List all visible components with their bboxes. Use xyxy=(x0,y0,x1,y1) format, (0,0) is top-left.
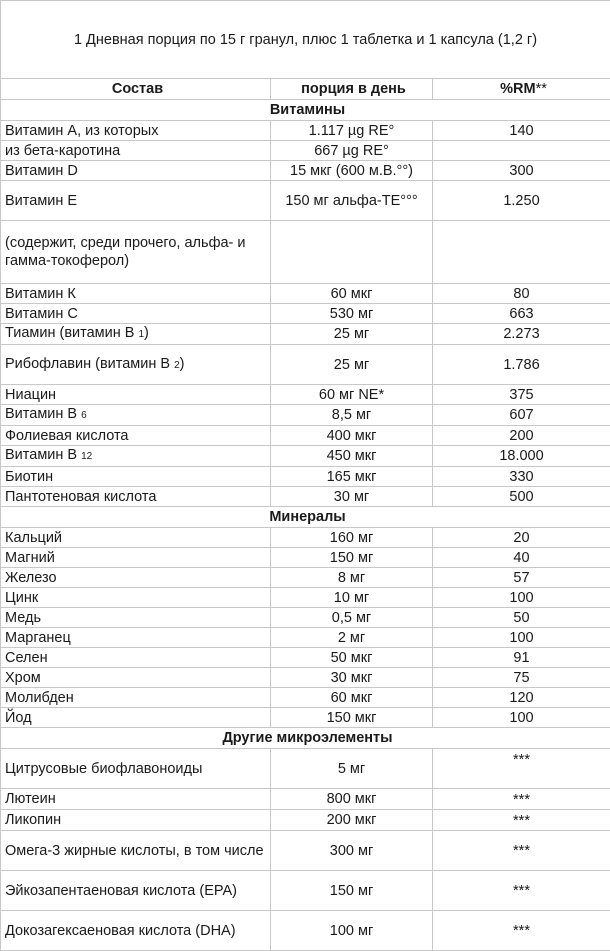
nutrient-name: Докозагексаеновая кислота (DHA) xyxy=(1,911,271,951)
nutrient-name: Омега-3 жирные кислоты, в том числе xyxy=(1,831,271,871)
nutrient-name: Марганец xyxy=(1,628,271,648)
nutrient-dose: 60 мкг xyxy=(271,284,433,304)
table-row xyxy=(1,708,610,728)
nutrient-dose: 160 мг xyxy=(271,528,433,548)
header-row xyxy=(1,79,610,100)
table-row xyxy=(1,749,610,789)
table-row xyxy=(1,385,610,405)
nutrient-name: Пантотеновая кислота xyxy=(1,487,271,507)
header-rm: %RM** xyxy=(433,79,610,100)
nutrient-rm: 57 xyxy=(433,568,610,588)
nutrient-dose: 100 мг xyxy=(271,911,433,951)
nutrient-dose: 400 мкг xyxy=(271,426,433,446)
nutrient-rm: 1.786 xyxy=(433,345,610,385)
nutrient-rm: 100 xyxy=(433,588,610,608)
table-row xyxy=(1,608,610,628)
nutrient-name: Витамин А, из которых xyxy=(1,121,271,141)
nutrient-dose: 15 мкг (600 м.В.°°) xyxy=(271,161,433,181)
nutrient-name: Кальций xyxy=(1,528,271,548)
table-row xyxy=(1,324,610,345)
table-row xyxy=(1,810,610,831)
table-row xyxy=(1,467,610,487)
nutrient-rm: 120 xyxy=(433,688,610,708)
table-row xyxy=(1,648,610,668)
nutrient-dose: 530 мг xyxy=(271,304,433,324)
section-title-vitamins: Витамины xyxy=(1,100,610,121)
nutrient-rm: *** xyxy=(433,749,610,789)
table-row xyxy=(1,446,610,467)
nutrient-dose: 5 мг xyxy=(271,749,433,789)
table-row xyxy=(1,668,610,688)
nutrient-dose: 450 мкг xyxy=(271,446,433,467)
nutrient-name: Медь xyxy=(1,608,271,628)
nutrient-dose: 1.117 µg RE° xyxy=(271,121,433,141)
nutrient-rm: 607 xyxy=(433,405,610,426)
nutrient-rm: 375 xyxy=(433,385,610,405)
table-row xyxy=(1,487,610,507)
nutrient-rm: 50 xyxy=(433,608,610,628)
nutrient-dose: 8 мг xyxy=(271,568,433,588)
nutrient-rm: 1.250 xyxy=(433,181,610,221)
table-row xyxy=(1,141,610,161)
nutrient-rm: *** xyxy=(433,810,610,831)
nutrient-rm: *** xyxy=(433,831,610,871)
table-row xyxy=(1,345,610,385)
nutrient-rm: 40 xyxy=(433,548,610,568)
nutrient-name: из бета-каротина xyxy=(1,141,271,161)
table-row xyxy=(1,528,610,548)
nutrient-name: Витамин К xyxy=(1,284,271,304)
table-row xyxy=(1,568,610,588)
nutrient-name: Ниацин xyxy=(1,385,271,405)
nutrient-name: Эйкозапентаеновая кислота (EPA) xyxy=(1,871,271,911)
nutrient-rm: 140 xyxy=(433,121,610,141)
nutrient-dose: 667 µg RE° xyxy=(271,141,433,161)
nutrient-rm: 20 xyxy=(433,528,610,548)
table-row xyxy=(1,628,610,648)
nutrient-name: Фолиевая кислота xyxy=(1,426,271,446)
nutrient-name: Тиамин (витамин В 1) xyxy=(1,324,271,345)
nutrient-dose: 0,5 мг xyxy=(271,608,433,628)
nutrient-rm: 91 xyxy=(433,648,610,668)
nutrient-name: Селен xyxy=(1,648,271,668)
table-row xyxy=(1,789,610,810)
nutrient-dose: 800 мкг xyxy=(271,789,433,810)
nutrient-name: Цинк xyxy=(1,588,271,608)
nutrient-dose: 165 мкг xyxy=(271,467,433,487)
table-row xyxy=(1,161,610,181)
table-row xyxy=(1,121,610,141)
nutrient-note: (содержит, среди прочего, альфа- и гамма-токоферол) xyxy=(1,221,271,284)
table-row xyxy=(1,688,610,708)
nutrient-dose: 150 мг альфа-ТЕ°°° xyxy=(271,181,433,221)
nutrient-name: Магний xyxy=(1,548,271,568)
table-row xyxy=(1,284,610,304)
nutrient-dose: 60 мг NE* xyxy=(271,385,433,405)
nutrient-rm: 330 xyxy=(433,467,610,487)
nutrient-name: Витамин В 12 xyxy=(1,446,271,467)
table-row xyxy=(1,405,610,426)
table-row xyxy=(1,871,610,911)
nutrient-rm: 200 xyxy=(433,426,610,446)
nutrient-dose: 150 мг xyxy=(271,548,433,568)
nutrient-name: Хром xyxy=(1,668,271,688)
nutrient-dose: 200 мкг xyxy=(271,810,433,831)
nutrient-name: Цитрусовые биофлавоноиды xyxy=(1,749,271,789)
nutrient-rm: 2.273 xyxy=(433,324,610,345)
nutrient-dose: 2 мг xyxy=(271,628,433,648)
nutrient-name: Витамин В 6 xyxy=(1,405,271,426)
nutrient-rm xyxy=(433,141,610,161)
nutrient-name: Витамин С xyxy=(1,304,271,324)
nutrient-rm: *** xyxy=(433,911,610,951)
table-row xyxy=(1,181,610,221)
table-row xyxy=(1,304,610,324)
header-daily-portion: порция в день xyxy=(271,79,433,100)
section-row-minerals xyxy=(1,507,610,528)
nutrient-rm: *** xyxy=(433,789,610,810)
nutrient-dose: 300 мг xyxy=(271,831,433,871)
nutrient-rm: 100 xyxy=(433,628,610,648)
header-composition: Состав xyxy=(1,79,271,100)
nutrient-dose: 30 мкг xyxy=(271,668,433,688)
nutrient-name: Витамин Е xyxy=(1,181,271,221)
nutrient-dose: 30 мг xyxy=(271,487,433,507)
nutrient-name: Ликопин xyxy=(1,810,271,831)
nutrient-name: Витамин D xyxy=(1,161,271,181)
nutrient-dose: 10 мг xyxy=(271,588,433,608)
nutrient-dose: 25 мг xyxy=(271,345,433,385)
nutrient-rm: 300 xyxy=(433,161,610,181)
nutrient-dose: 25 мг xyxy=(271,324,433,345)
nutrient-dose: 60 мкг xyxy=(271,688,433,708)
nutrient-name: Рибофлавин (витамин В 2) xyxy=(1,345,271,385)
nutrient-dose: 150 мкг xyxy=(271,708,433,728)
section-row-vitamins xyxy=(1,100,610,121)
section-title-minerals: Минералы xyxy=(1,507,610,528)
table-row xyxy=(1,221,610,284)
nutrient-rm: 80 xyxy=(433,284,610,304)
nutrient-name: Лютеин xyxy=(1,789,271,810)
nutrient-name: Железо xyxy=(1,568,271,588)
nutrient-name: Молибден xyxy=(1,688,271,708)
table-row xyxy=(1,426,610,446)
nutrient-name: Йод xyxy=(1,708,271,728)
nutrient-rm: *** xyxy=(433,871,610,911)
table-title: 1 Дневная порция по 15 г гранул, плюс 1 таблетка и 1 капсула (1,2 г) xyxy=(1,1,610,79)
nutrient-dose: 8,5 мг xyxy=(271,405,433,426)
nutrient-rm: 500 xyxy=(433,487,610,507)
nutrient-rm: 663 xyxy=(433,304,610,324)
table-row xyxy=(1,548,610,568)
nutrient-rm: 100 xyxy=(433,708,610,728)
table-row xyxy=(1,831,610,871)
nutrient-name: Биотин xyxy=(1,467,271,487)
nutrient-rm: 75 xyxy=(433,668,610,688)
section-title-other: Другие микроэлементы xyxy=(1,728,610,749)
table-row xyxy=(1,588,610,608)
nutrient-dose: 50 мкг xyxy=(271,648,433,668)
section-row-other xyxy=(1,728,610,749)
nutrient-rm: 18.000 xyxy=(433,446,610,467)
nutrient-dose: 150 мг xyxy=(271,871,433,911)
